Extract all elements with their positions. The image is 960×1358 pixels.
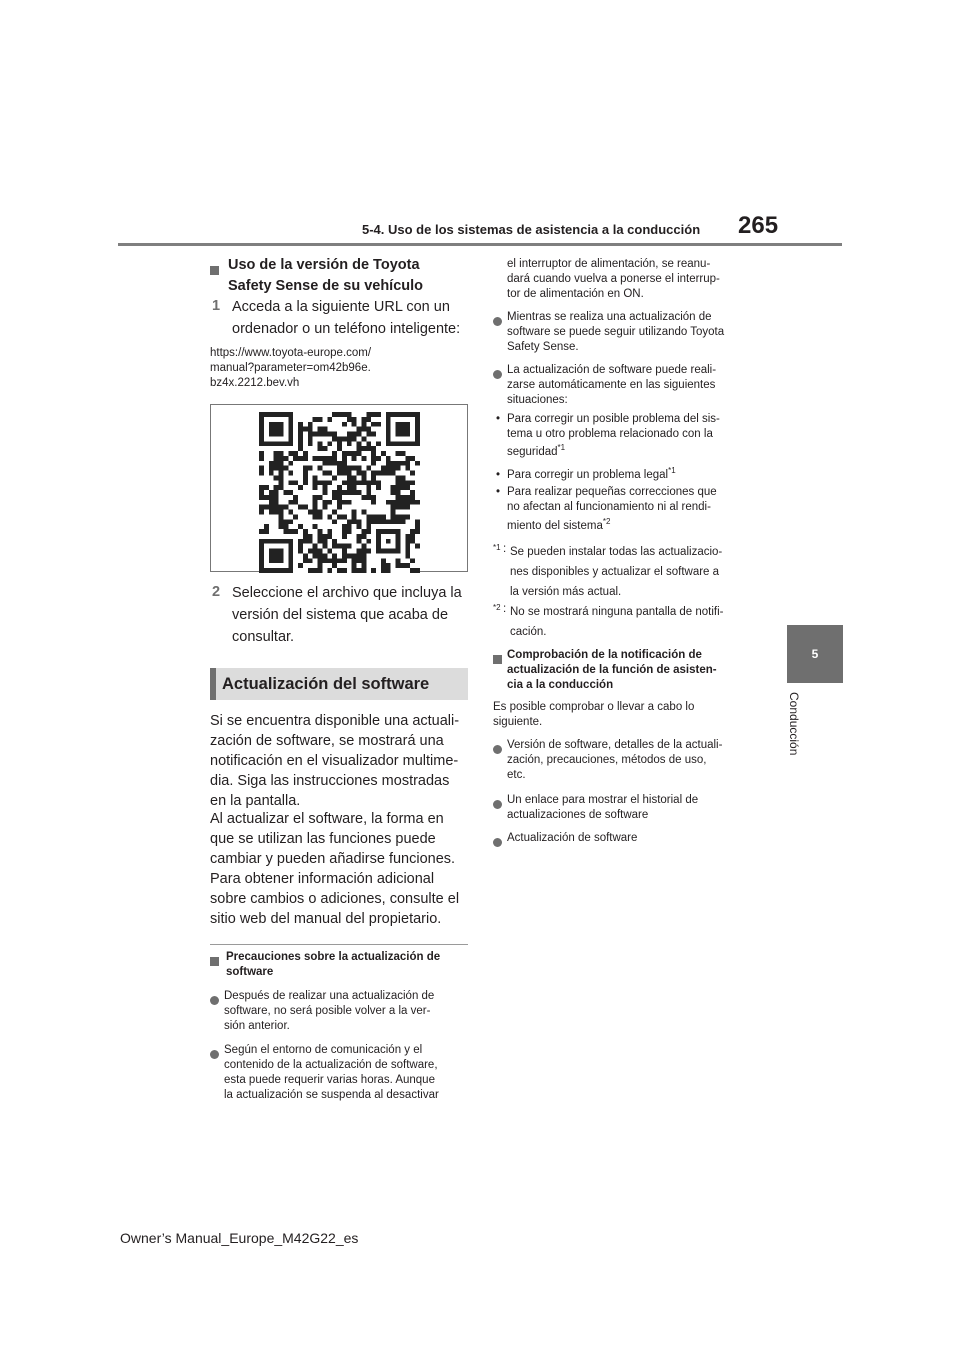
sub-bullet-mark: • [496, 413, 501, 425]
paragraph: Si se encuentra disponible una actuali- zación de software, se mostrará una notificación en el visualizador multime- dia. Siga las instrucciones mostradas en la pantalla. [210, 713, 460, 809]
chapter-tab: 5 [787, 625, 843, 683]
note-bullet: Versión de software, detalles de la actuali- zación, precauciones, métodos de uso, etc. [507, 739, 723, 781]
paragraph: Al actualizar el software, la forma en que se utilizan las funciones puede cambiar y pueden añadirse funciones. [210, 811, 456, 867]
footnote-mark: *1 [493, 543, 501, 552]
paragraph: Para obtener información adicional sobre cambios o adiciones, consulte el sitio web del manual del propietario. [210, 871, 460, 927]
note-heading: Comprobación de la notificación de actualización de la función de asisten- cia a la conducción [507, 649, 717, 691]
footnote-colon: : [503, 543, 507, 555]
qr-code-icon[interactable] [259, 412, 420, 573]
note-divider [210, 944, 468, 945]
chapter-label-text: Conducción [787, 692, 801, 756]
heading-square-icon [493, 651, 502, 669]
bullet-icon [210, 992, 219, 1010]
note-continuation: el interruptor de alimentación, se reanu- dará cuando vuelva a ponerse el interrup- tor de alimentación en ON. [507, 258, 720, 300]
step-2-text: Seleccione el archivo que incluya la versión del sistema que acaba de consultar. [232, 585, 462, 645]
step-number: 2 [212, 584, 221, 600]
bullet-icon [493, 834, 502, 852]
sub-bullet: Para corregir un posible problema del sis- tema u otro problema relacionado con la seguridad$^{*1}$ [507, 413, 720, 458]
sub-bullet-mark: • [496, 486, 501, 498]
footnote: Se pueden instalar todas las actualizacio- nes disponibles y actualizar el software a la versión más actual. [510, 546, 723, 598]
bullet-icon [210, 1046, 219, 1064]
heading-square-icon [210, 262, 219, 280]
bullet-icon [493, 796, 502, 814]
bullet-icon [493, 313, 502, 331]
manual-url[interactable]: https://www.toyota-europe.com/ manual?parameter=om42b96e. bz4x.2212.bev.vh [210, 347, 372, 389]
header-divider [118, 243, 842, 246]
note-heading: Precauciones sobre la actualización de software [226, 951, 441, 978]
section-heading-marker [210, 668, 216, 700]
qr-code-frame [210, 404, 468, 572]
note-bullet: Según el entorno de comunicación y el contenido de la actualización de software, esta puede requerir varias horas. Aunque la actualización se suspenda al desactivar [224, 1044, 439, 1101]
sub-bullet: Para corregir un problema legal$^{*1}$ [507, 466, 676, 481]
bullet-icon [493, 741, 502, 759]
footer-document-id: Owner’s Manual_Europe_M42G22_es [120, 1230, 359, 1246]
section-heading: Actualización del software [222, 675, 430, 693]
note-bullet: Después de realizar una actualización de software, no será posible volver a la ver- sión anterior. [224, 990, 435, 1032]
section-title: 5-4. Uso de los sistemas de asistencia a la conducción [362, 222, 701, 237]
bullet-icon [493, 366, 502, 384]
note-bullet: Mientras se realiza una actualización de software se puede seguir utilizando Toyota Safety Sense. [507, 311, 725, 353]
paragraph: Es posible comprobar o llevar a cabo lo siguiente. [493, 701, 695, 728]
heading-square-icon [210, 953, 219, 971]
footnote-mark: *2 [493, 603, 501, 612]
page-number: 265 [738, 212, 779, 239]
note-bullet: Un enlace para mostrar el historial de actualizaciones de software [507, 794, 699, 821]
footnote: No se mostrará ninguna pantalla de notifi- cación. [510, 606, 724, 638]
step-1-text: Acceda a la siguiente URL con un ordenador o un teléfono inteligente: [232, 299, 461, 337]
subsection-heading: Uso de la versión de Toyota Safety Sense de su vehículo [228, 257, 424, 294]
step-number: 1 [212, 298, 221, 314]
sub-bullet: Para realizar pequeñas correcciones que no afectan al funcionamiento ni al rendi- miento del sistema$^{*2}$ [507, 486, 717, 532]
sub-bullet-mark: • [496, 469, 501, 481]
note-bullet: Actualización de software [507, 832, 638, 844]
footnote-colon: : [503, 603, 507, 615]
chapter-label [781, 692, 801, 812]
note-bullet: La actualización de software puede reali- zarse automáticamente en las siguientes situaciones: [507, 364, 717, 406]
